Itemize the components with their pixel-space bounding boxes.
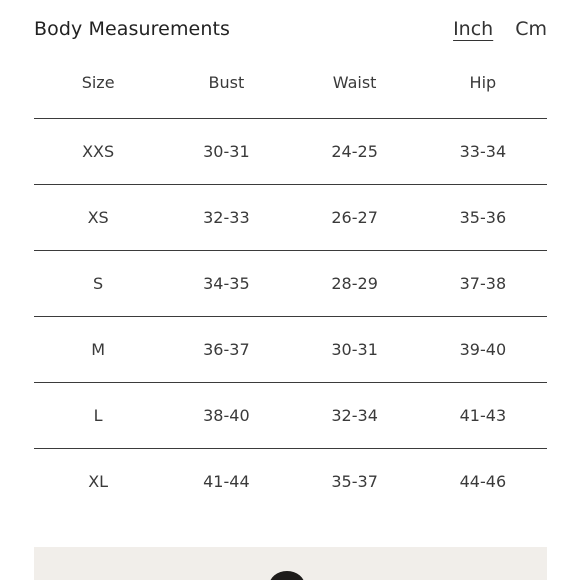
model-figure-image (269, 571, 305, 580)
size-cell: M (34, 316, 162, 382)
bust-cell: 38-40 (162, 382, 290, 448)
bust-cell: 41-44 (162, 448, 290, 514)
column-header-waist: Waist (332, 73, 377, 93)
size-cell: L (34, 382, 162, 448)
hip-cell: 44-46 (419, 448, 547, 514)
unit-inch-button[interactable]: Inch (453, 18, 494, 40)
table-row (34, 184, 547, 250)
waist-cell: 30-31 (291, 316, 419, 382)
waist-cell: 35-37 (291, 448, 419, 514)
bust-cell: 30-31 (162, 118, 290, 184)
page-title: Body Measurements (34, 18, 231, 40)
column-header-hip: Hip (469, 73, 497, 93)
hip-cell: 41-43 (419, 382, 547, 448)
bust-cell: 32-33 (162, 184, 290, 250)
column-header-bust: Bust (208, 73, 245, 93)
waist-cell: 28-29 (291, 250, 419, 316)
size-cell: XXS (34, 118, 162, 184)
size-cell: XS (34, 184, 162, 250)
hip-cell: 37-38 (419, 250, 547, 316)
table-row (34, 382, 547, 448)
measurements-header (34, 14, 547, 50)
bust-cell: 34-35 (162, 250, 290, 316)
unit-cm-button[interactable]: Cm (515, 18, 547, 40)
table-row (34, 316, 547, 382)
column-header-size: Size (81, 73, 115, 93)
unit-toggle (453, 18, 547, 40)
table-row (34, 448, 547, 514)
waist-cell: 32-34 (291, 382, 419, 448)
table-row (34, 250, 547, 316)
waist-cell: 26-27 (291, 184, 419, 250)
size-cell: XL (34, 448, 162, 514)
model-image-panel (34, 547, 547, 580)
waist-cell: 24-25 (291, 118, 419, 184)
hip-cell: 33-34 (419, 118, 547, 184)
hip-cell: 35-36 (419, 184, 547, 250)
size-chart-table (34, 52, 547, 514)
hip-cell: 39-40 (419, 316, 547, 382)
bust-cell: 36-37 (162, 316, 290, 382)
table-row (34, 118, 547, 184)
table-header-row (34, 52, 547, 118)
size-cell: S (34, 250, 162, 316)
